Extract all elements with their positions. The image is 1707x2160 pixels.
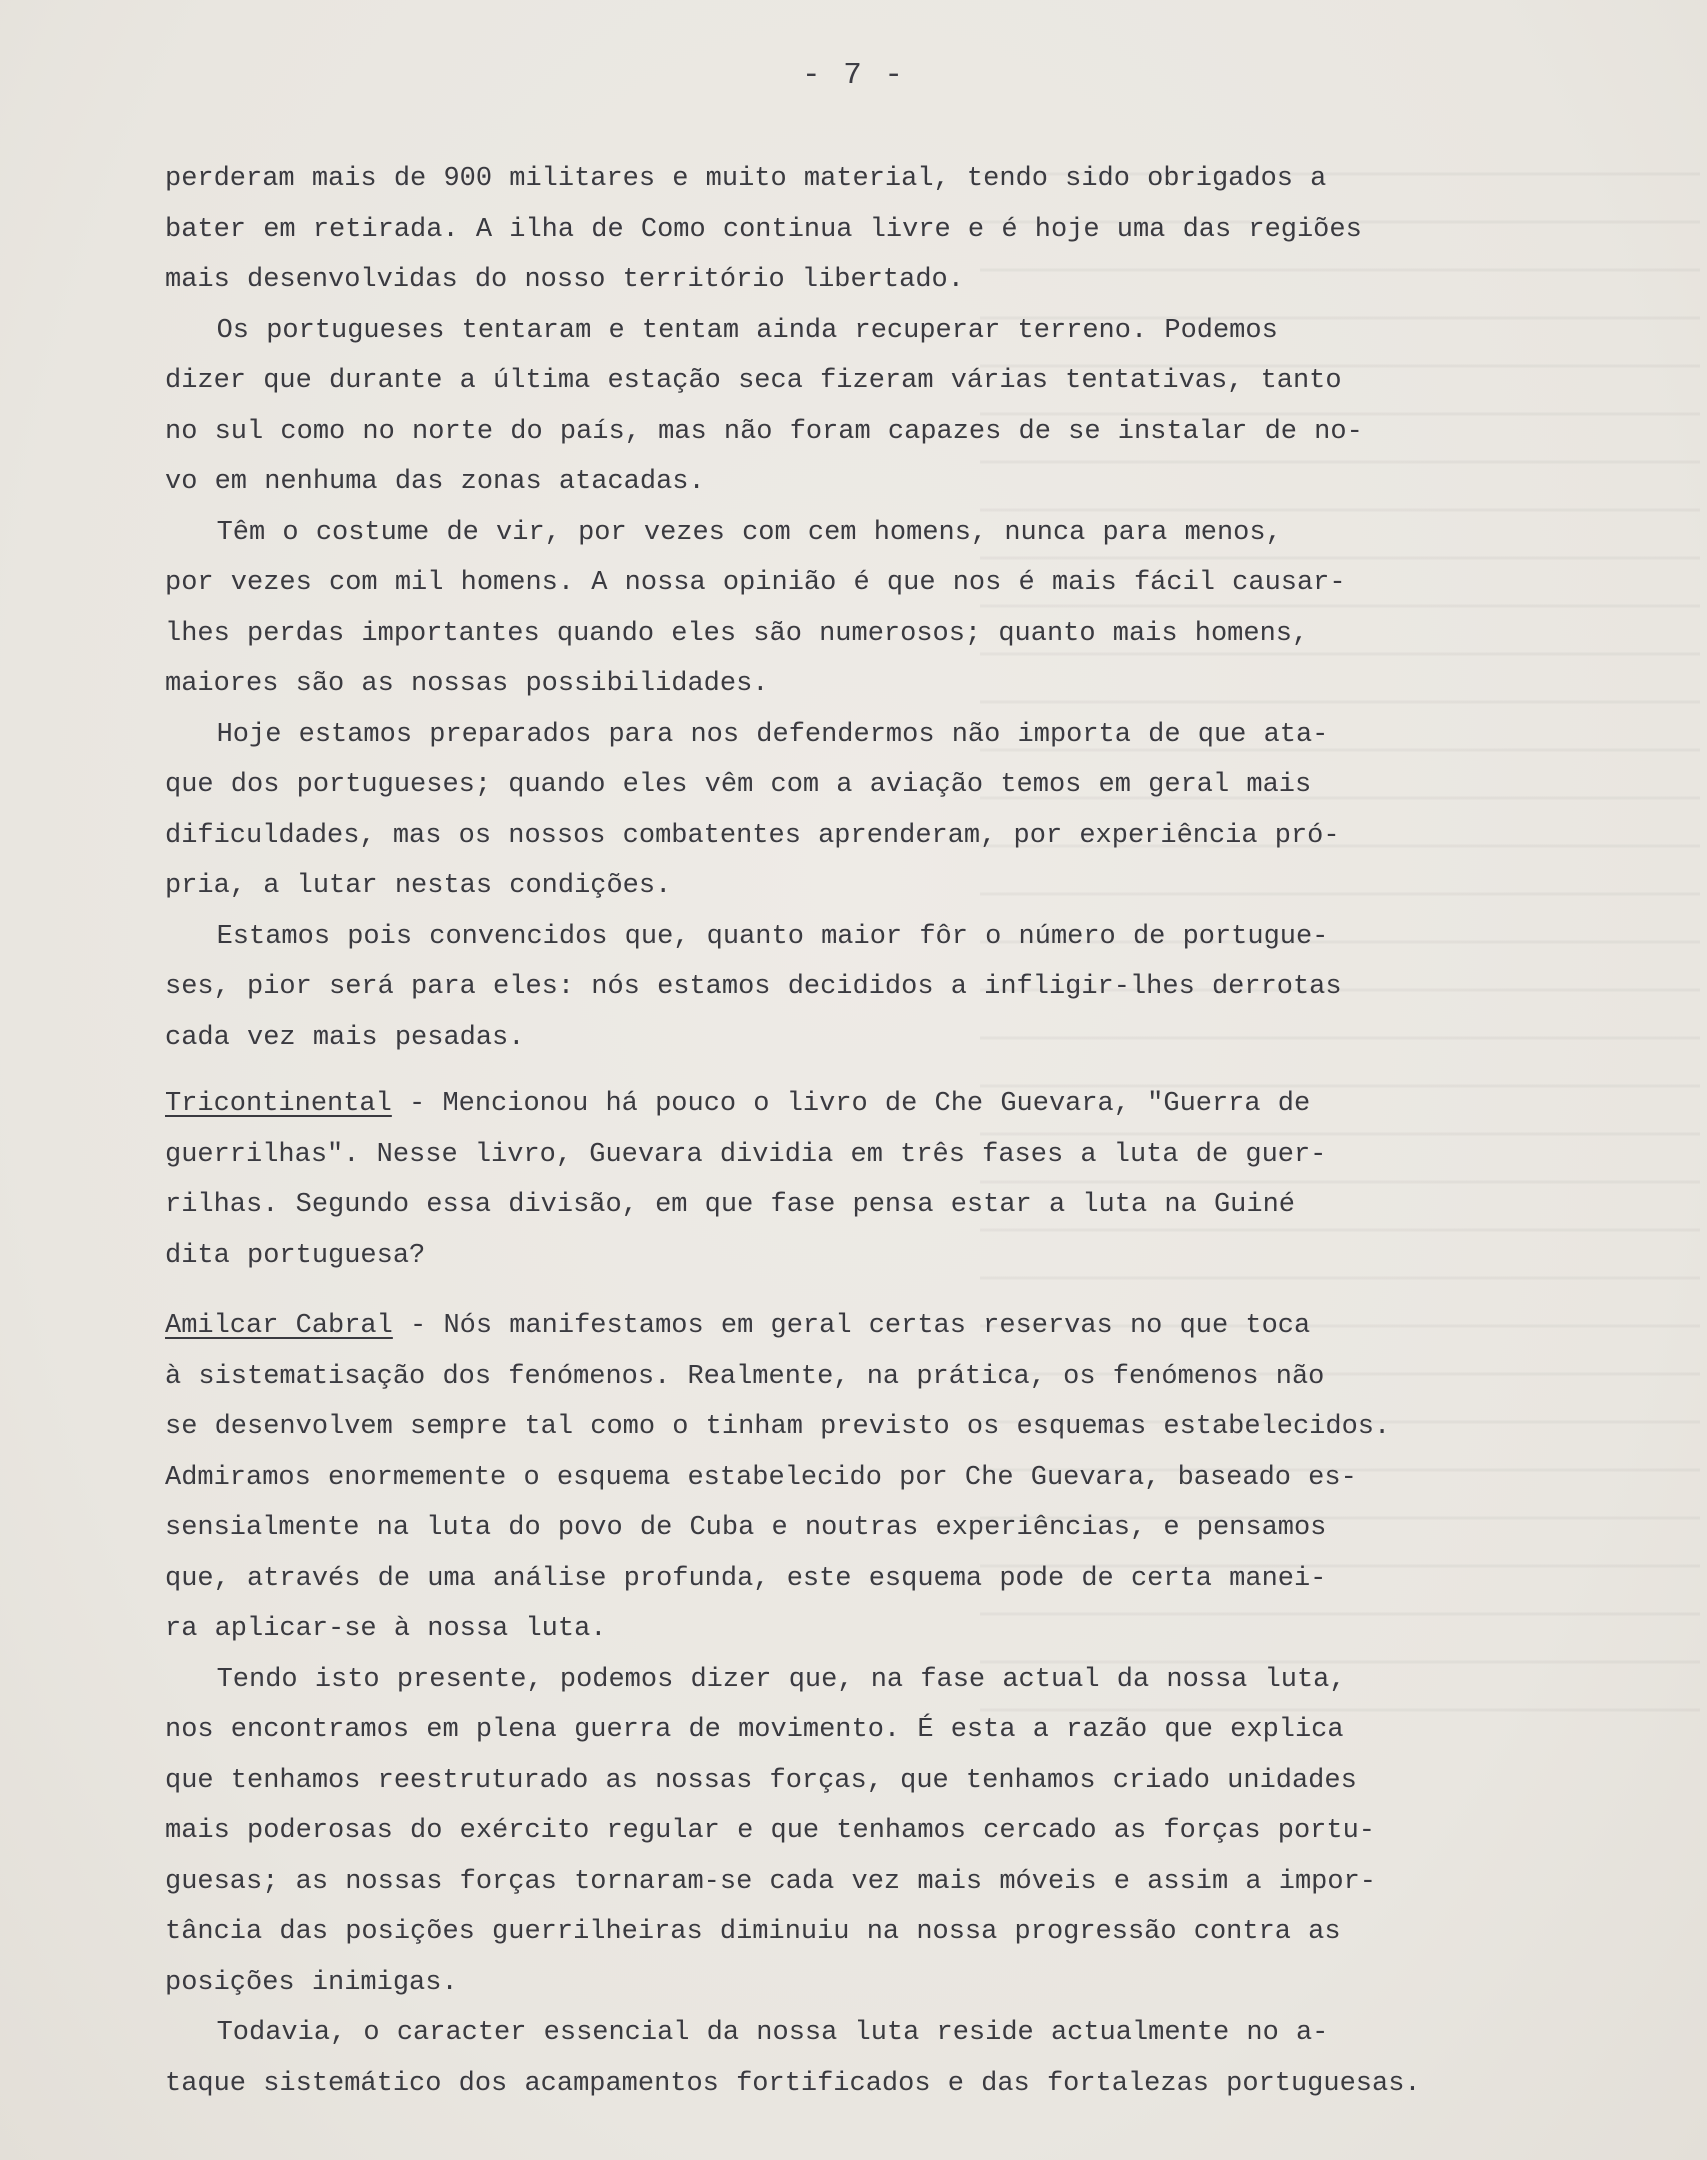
- speaker-name: Amilcar Cabral: [165, 1311, 393, 1341]
- text-line: mais poderosas do exército regular e que tenhamos cercado as forças portu-: [165, 1816, 1375, 1846]
- text-line: que tenhamos reestruturado as nossas forças, que tenhamos criado unidades: [165, 1765, 1357, 1796]
- text-line: que, através de uma análise profunda, este esquema pode de certa manei-: [165, 1563, 1327, 1594]
- text-line: dizer que durante a última estação seca fizeram várias tentativas, tanto: [165, 366, 1342, 396]
- paragraph: [165, 508, 1510, 710]
- text-line: perderam mais de 900 militares e muito material, tendo sido obrigados a: [165, 164, 1327, 194]
- text-line: [165, 1079, 1510, 1130]
- speaker-name: Tricontinental: [165, 1089, 392, 1119]
- text-line: no sul como no norte do país, mas não foram capazes de se instalar de no-: [165, 416, 1363, 447]
- text-line: guerrilhas". Nesse livro, Guevara dividia em três fases a luta de guer-: [165, 1139, 1327, 1170]
- text-line: Todavia, o caracter essencial da nossa luta reside actualmente no a-: [165, 2018, 1329, 2048]
- text-line: guesas; as nossas forças tornaram-se cada vez mais móveis e assim a impor-: [165, 1866, 1376, 1897]
- text-fragment: - Mencionou há pouco o livro de Che Guevara, "Guerra de: [391, 1089, 1311, 1119]
- text-line: Os portugueses tentaram e tentam ainda recuperar terreno. Podemos: [165, 315, 1278, 346]
- paragraph: [165, 912, 1510, 1064]
- text-fragment: - Nós manifestamos em geral certas reservas no que toca: [392, 1311, 1311, 1341]
- text-line: rilhas. Segundo essa divisão, em que fase pensa estar a luta na Guiné: [165, 1190, 1295, 1220]
- text-line: por vezes com mil homens. A nossa opinião é que nos é mais fácil causar-: [165, 568, 1346, 598]
- text-line: lhes perdas importantes quando eles são numerosos; quanto mais homens,: [165, 618, 1309, 649]
- page-number: - 7 -: [801, 58, 905, 93]
- text-line: Têm o costume de vir, por vezes com cem homens, nunca para menos,: [165, 517, 1282, 548]
- text-line: ra aplicar-se à nossa luta.: [165, 1614, 607, 1644]
- document-body: [165, 154, 1510, 2109]
- text-line: [165, 1301, 1510, 1352]
- text-line: tância das posições guerrilheiras diminuiu na nossa progressão contra as: [165, 1917, 1341, 1947]
- text-line: se desenvolvem sempre tal como o tinham previsto os esquemas estabelecidos.: [165, 1412, 1391, 1442]
- text-line: bater em retirada. A ilha de Como continua livre e é hoje uma das regiões: [165, 214, 1362, 245]
- paragraph: [165, 710, 1510, 912]
- text-line: ses, pior será para eles: nós estamos decididos a infligir-lhes derrotas: [165, 972, 1342, 1002]
- paragraph: [165, 1655, 1510, 2009]
- text-line: maiores são as nossas possibilidades.: [165, 669, 769, 699]
- text-line: Tendo isto presente, podemos dizer que, na fase actual da nossa luta,: [165, 1664, 1346, 1695]
- text-line: nos encontramos em plena guerra de movimento. É esta a razão que explica: [165, 1715, 1344, 1745]
- text-line: à sistematisação dos fenómenos. Realmente, na prática, os fenómenos não: [165, 1361, 1325, 1392]
- text-line: Hoje estamos preparados para nos defendermos não importa de que ata-: [165, 719, 1329, 750]
- interview-answer: [165, 1301, 1510, 1655]
- interview-question: [165, 1079, 1510, 1281]
- text-line: dita portuguesa?: [165, 1240, 426, 1271]
- text-line: taque sistemático dos acampamentos fortificados e das fortalezas portuguesas.: [165, 2068, 1421, 2099]
- text-line: cada vez mais pesadas.: [165, 1022, 525, 1053]
- paragraph: [165, 154, 1510, 306]
- paragraph: [165, 2008, 1510, 2109]
- text-line: Estamos pois convencidos que, quanto maior fôr o número de portugue-: [165, 921, 1329, 952]
- text-line: dificuldades, mas os nossos combatentes aprenderam, por experiência pró-: [165, 820, 1340, 851]
- text-line: sensialmente na luta do povo de Cuba e noutras experiências, e pensamos: [165, 1513, 1327, 1543]
- text-line: mais desenvolvidas do nosso território libertado.: [165, 265, 964, 295]
- paragraph: [165, 306, 1510, 508]
- text-line: posições inimigas.: [165, 1967, 458, 1998]
- text-line: vo em nenhuma das zonas atacadas.: [165, 467, 705, 497]
- text-line: Admiramos enormemente o esquema estabelecido por Che Guevara, baseado es-: [165, 1462, 1357, 1493]
- text-line: pria, a lutar nestas condições.: [165, 871, 672, 901]
- text-line: que dos portugueses; quando eles vêm com a aviação temos em geral mais: [165, 770, 1312, 800]
